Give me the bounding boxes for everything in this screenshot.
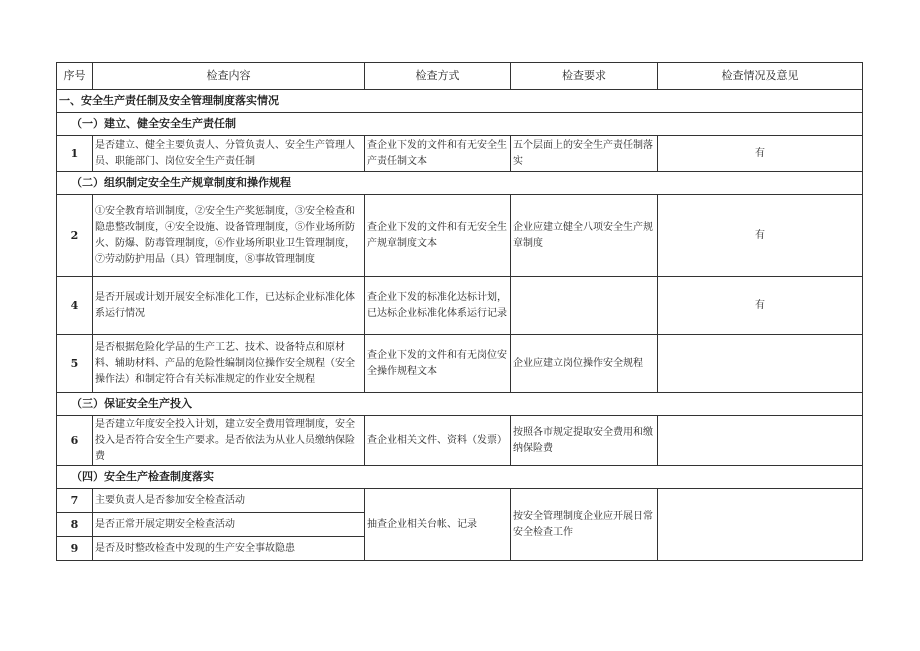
row-method: 抽查企业相关台帐、记录	[365, 489, 511, 561]
row-content: 是否及时整改检查中发现的生产安全事故隐患	[93, 537, 365, 561]
row-number: 2	[57, 195, 93, 277]
row-content: 主要负责人是否参加安全检查活动	[93, 489, 365, 513]
subsection-title: （一）建立、健全安全生产责任制	[57, 113, 863, 136]
section-row	[57, 90, 863, 113]
inspection-table	[56, 62, 863, 561]
table-row	[57, 335, 863, 393]
row-number: 1	[57, 136, 93, 172]
row-result	[658, 416, 863, 466]
table-row	[57, 136, 863, 172]
row-method: 查企业下发的文件和有无安全生产规章制度文本	[365, 195, 511, 277]
row-requirement	[511, 277, 658, 335]
row-content: 是否开展或计划开展安全标准化工作，已达标企业标准化体系运行情况	[93, 277, 365, 335]
header-result: 检查情况及意见	[658, 63, 863, 90]
subsection-row	[57, 393, 863, 416]
subsection-row	[57, 466, 863, 489]
header-method: 检查方式	[365, 63, 511, 90]
row-requirement: 五个层面上的安全生产责任制落实	[511, 136, 658, 172]
row-requirement: 按照各市规定提取安全费用和缴纳保险费	[511, 416, 658, 466]
table-row	[57, 489, 863, 513]
subsection-title: （四）安全生产检查制度落实	[57, 466, 863, 489]
table-row	[57, 195, 863, 277]
table-header-row	[57, 63, 863, 90]
row-result: 有	[658, 136, 863, 172]
row-requirement: 企业应建立岗位操作安全规程	[511, 335, 658, 393]
row-content: 是否建立、健全主要负责人、分管负责人、安全生产管理人员、职能部门、岗位安全生产责任制	[93, 136, 365, 172]
subsection-title: （三）保证安全生产投入	[57, 393, 863, 416]
row-content: 是否建立年度安全投入计划，建立安全费用管理制度，安全投入是否符合安全生产要求。是否依法为从业人员缴纳保险费	[93, 416, 365, 466]
row-requirement: 按安全管理制度企业应开展日常安全检查工作	[511, 489, 658, 561]
subsection-row	[57, 113, 863, 136]
subsection-row	[57, 172, 863, 195]
row-number: 9	[57, 537, 93, 561]
row-requirement: 企业应建立健全八项安全生产规章制度	[511, 195, 658, 277]
row-method: 查企业下发的标准化达标计划，已达标企业标准化体系运行记录	[365, 277, 511, 335]
row-number: 8	[57, 513, 93, 537]
row-content: 是否正常开展定期安全检查活动	[93, 513, 365, 537]
row-result: 有	[658, 195, 863, 277]
header-content: 检查内容	[93, 63, 365, 90]
row-number: 7	[57, 489, 93, 513]
row-method: 查企业相关文件、资料（发票）	[365, 416, 511, 466]
header-requirement: 检查要求	[511, 63, 658, 90]
subsection-title: （二）组织制定安全生产规章制度和操作规程	[57, 172, 863, 195]
row-result	[658, 335, 863, 393]
row-content: ①安全教育培训制度，②安全生产奖惩制度，③安全检查和隐患整改制度，④安全设施、设备管理制度，⑤作业场所防火、防爆、防毒管理制度，⑥作业场所职业卫生管理制度，⑦劳动防护用品（具）管理制度，⑧事故管理制度	[93, 195, 365, 277]
row-number: 5	[57, 335, 93, 393]
row-method: 查企业下发的文件和有无安全生产责任制文本	[365, 136, 511, 172]
row-number: 6	[57, 416, 93, 466]
row-result: 有	[658, 277, 863, 335]
table-row	[57, 277, 863, 335]
table-row	[57, 416, 863, 466]
row-method: 查企业下发的文件和有无岗位安全操作规程文本	[365, 335, 511, 393]
header-no: 序号	[57, 63, 93, 90]
section-title: 一、安全生产责任制及安全管理制度落实情况	[57, 90, 863, 113]
row-result	[658, 489, 863, 561]
row-content: 是否根据危险化学品的生产工艺、技术、设备特点和原材料、辅助材料、产品的危险性编制岗位操作安全规程（安全操作法）和制定符合有关标准规定的作业安全规程	[93, 335, 365, 393]
row-number: 4	[57, 277, 93, 335]
